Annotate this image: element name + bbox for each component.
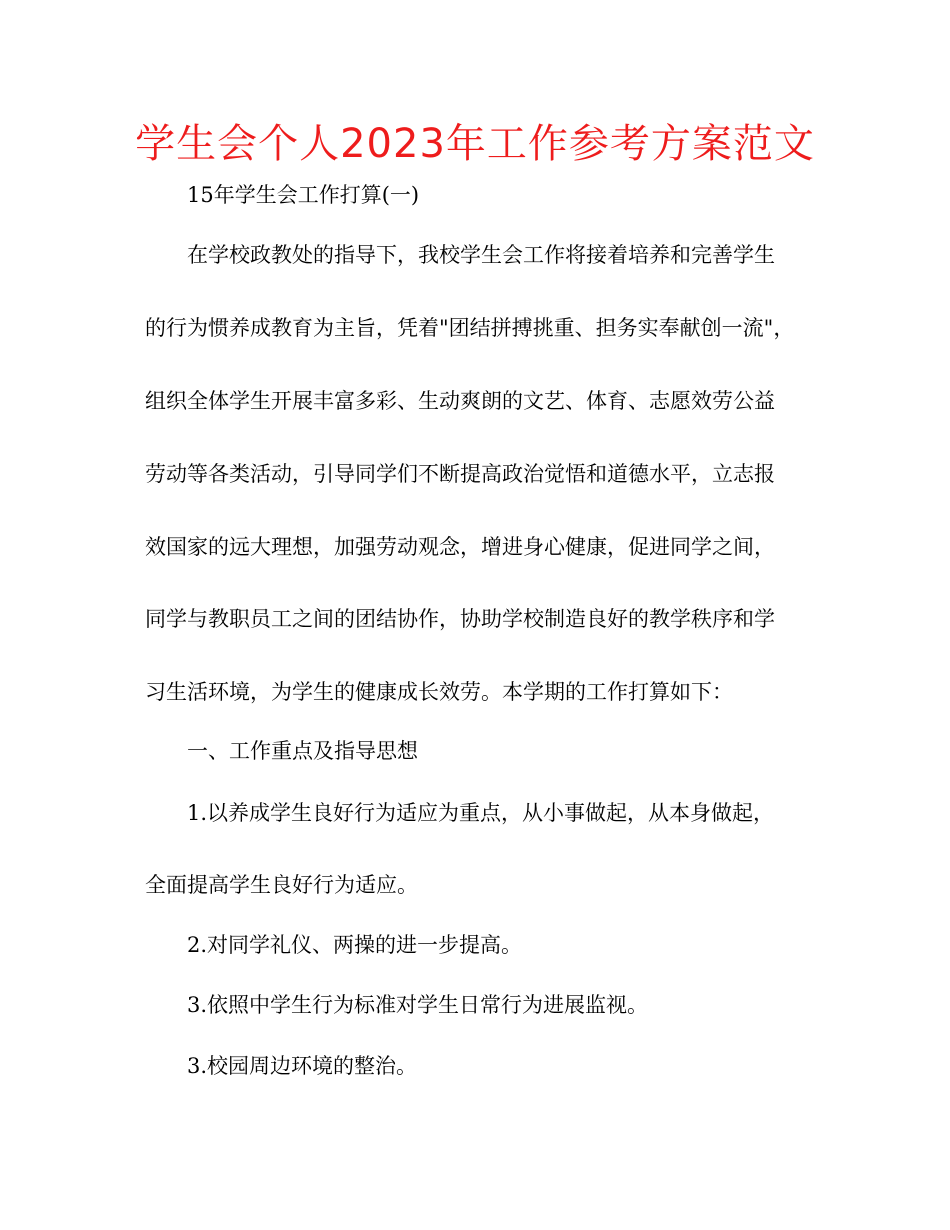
paragraph-line: 效国家的远大理想，加强劳动观念，增进身心健康，促进同学之间， bbox=[145, 535, 775, 559]
document-title: 学生会个人2023年工作参考方案范文 bbox=[135, 121, 815, 167]
list-item: 3.校园周边环境的整治。 bbox=[187, 1054, 418, 1078]
list-item-continuation: 全面提高学生良好行为适应。 bbox=[145, 873, 418, 897]
paragraph-line: 同学与教职员工之间的团结协作，协助学校制造良好的教学秩序和学 bbox=[145, 607, 775, 631]
paragraph-line: 在学校政教处的指导下，我校学生会工作将接着培养和完善学生 bbox=[187, 243, 775, 267]
list-item: 2.对同学礼仪、两操的进一步提高。 bbox=[187, 933, 523, 957]
section-heading: 一、工作重点及指导思想 bbox=[187, 739, 418, 763]
paragraph-line: 习生活环境，为学生的健康成长效劳。本学期的工作打算如下： bbox=[145, 680, 733, 704]
paragraph-line: 的行为惯养成教育为主旨，凭着"团结拼搏挑重、担务实奉献创一流"， bbox=[145, 316, 795, 340]
paragraph-line: 组织全体学生开展丰富多彩、生动爽朗的文艺、体育、志愿效劳公益 bbox=[145, 389, 775, 413]
document-subtitle: 15年学生会工作打算(一) bbox=[187, 183, 420, 207]
list-item: 3.依照中学生行为标准对学生日常行为进展监视。 bbox=[187, 993, 649, 1017]
list-item: 1.以养成学生良好行为适应为重点，从小事做起，从本身做起， bbox=[187, 801, 775, 825]
paragraph-line: 劳动等各类活动，引导同学们不断提高政治觉悟和道德水平，立志报 bbox=[145, 462, 775, 486]
